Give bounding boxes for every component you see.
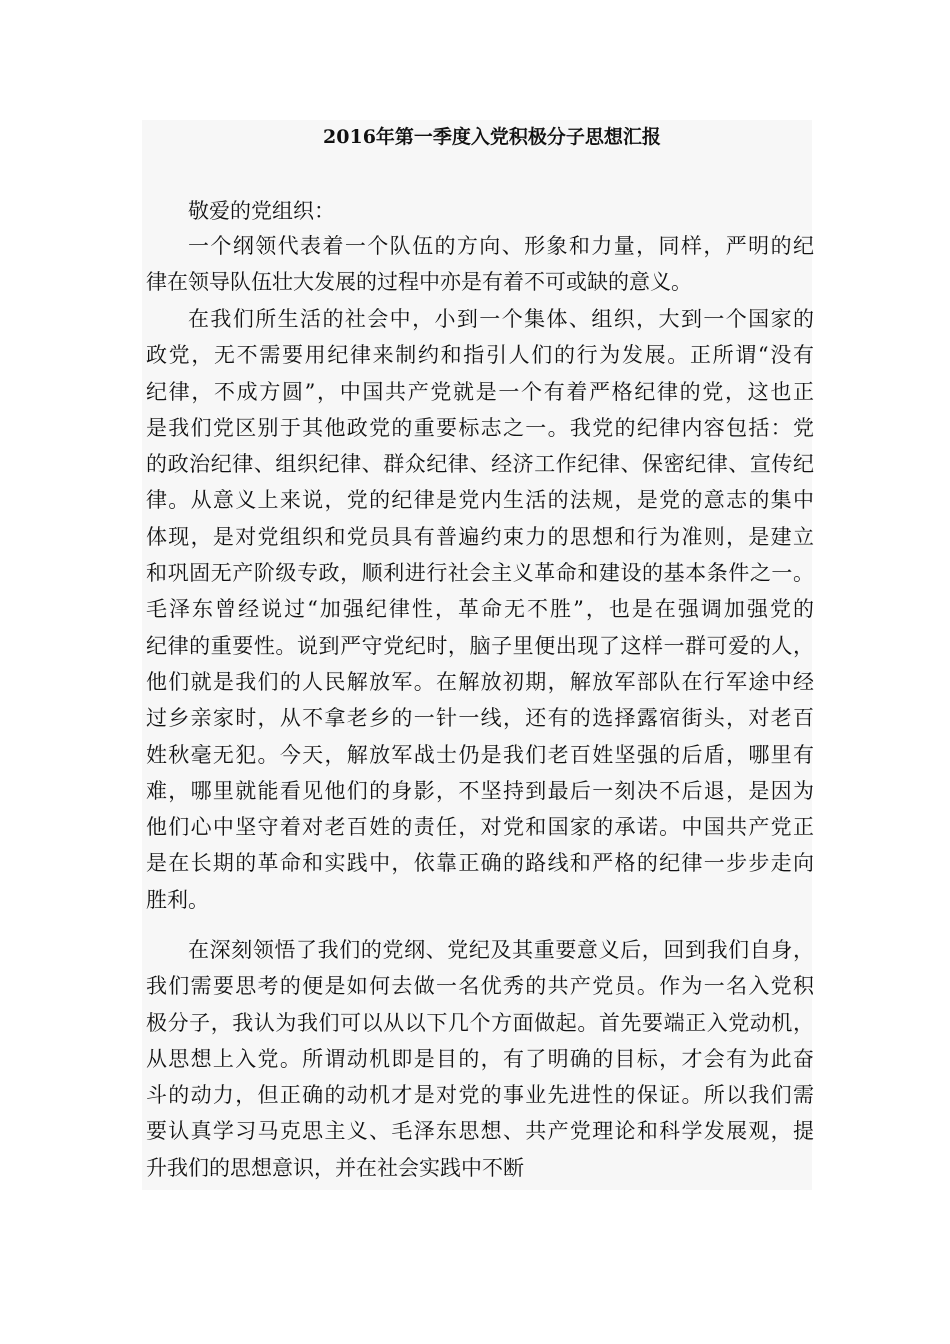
paragraph-line: 胜利。 — [146, 887, 209, 912]
paragraph-2 — [146, 301, 814, 918]
paragraph-line: 纪律的重要性。说到严守党纪时，脑子里便出现了这样一群可爱的人， — [146, 633, 814, 658]
paragraph-line: 极分子，我认为我们可以从以下几个方面做起。首先要端正入党动机， — [146, 1010, 814, 1035]
paragraph-line: 是我们党区别于其他政党的重要标志之一。我党的纪律内容包括：党 — [146, 415, 814, 440]
paragraph-line: 斗的动力，但正确的动机才是对党的事业先进性的保证。所以我们需 — [146, 1083, 814, 1108]
paragraph-line: 政党，无不需要用纪律来制约和指引人们的行为发展。正所谓“没有 — [146, 343, 814, 368]
paragraph-3 — [146, 932, 814, 1186]
paragraph-line: 过乡亲家时，从不拿老乡的一针一线，还有的选择露宿街头，对老百 — [146, 706, 814, 731]
paragraph-line: 姓秋毫无犯。今天，解放军战士仍是我们老百姓坚强的后盾，哪里有 — [146, 742, 814, 767]
paragraph-line: 律。从意义上来说，党的纪律是党内生活的法规，是党的意志的集中 — [146, 488, 814, 513]
paragraph-line: 一个纲领代表着一个队伍的方向、形象和力量，同样，严明的纪 — [188, 234, 814, 258]
paragraph-line: 体现，是对党组织和党员具有普遍约束力的思想和行为准则，是建立 — [146, 524, 814, 549]
paragraph-line: 升我们的思想意识，并在社会实践中不断 — [146, 1155, 524, 1180]
paragraph-line: 他们心中坚守着对老百姓的责任，对党和国家的承诺。中国共产党正 — [146, 815, 814, 840]
paragraph-1 — [146, 228, 814, 301]
paragraph-line: 难，哪里就能看见他们的身影，不坚持到最后一刻决不后退，是因为 — [146, 778, 814, 803]
paragraph-line: 和巩固无产阶级专政，顺利进行社会主义革命和建设的基本条件之一。 — [146, 561, 814, 586]
paragraph-line: 从思想上入党。所谓动机即是目的，有了明确的目标，才会有为此奋 — [146, 1046, 814, 1071]
paragraph-line: 毛泽东曾经说过“加强纪律性，革命无不胜”，也是在强调加强党的 — [146, 597, 814, 622]
salutation: 敬爱的党组织： — [188, 199, 335, 223]
paragraph-line: 我们需要思考的便是如何去做一名优秀的共产党员。作为一名入党积 — [146, 974, 814, 999]
paragraph-line: 在深刻领悟了我们的党纲、党纪及其重要意义后，回到我们自身， — [188, 938, 814, 962]
paragraph-line: 的政治纪律、组织纪律、群众纪律、经济工作纪律、保密纪律、宣传纪 — [146, 452, 814, 477]
paragraph-line: 要认真学习马克思主义、毛泽东思想、共产党理论和科学发展观，提 — [146, 1119, 814, 1144]
paragraph-line: 律在领导队伍壮大发展的过程中亦是有着不可或缺的意义。 — [146, 270, 692, 295]
paragraph-line: 在我们所生活的社会中，小到一个集体、组织，大到一个国家的 — [188, 307, 814, 331]
paragraph-line: 是在长期的革命和实践中，依靠正确的路线和严格的纪律一步步走向 — [146, 851, 814, 876]
paragraph-line: 他们就是我们的人民解放军。在解放初期，解放军部队在行军途中经 — [146, 669, 814, 694]
document-title: 2016年第一季度入党积极分子思想汇报 — [323, 126, 661, 148]
paragraph-line: 纪律，不成方圆”，中国共产党就是一个有着严格纪律的党，这也正 — [146, 379, 814, 404]
